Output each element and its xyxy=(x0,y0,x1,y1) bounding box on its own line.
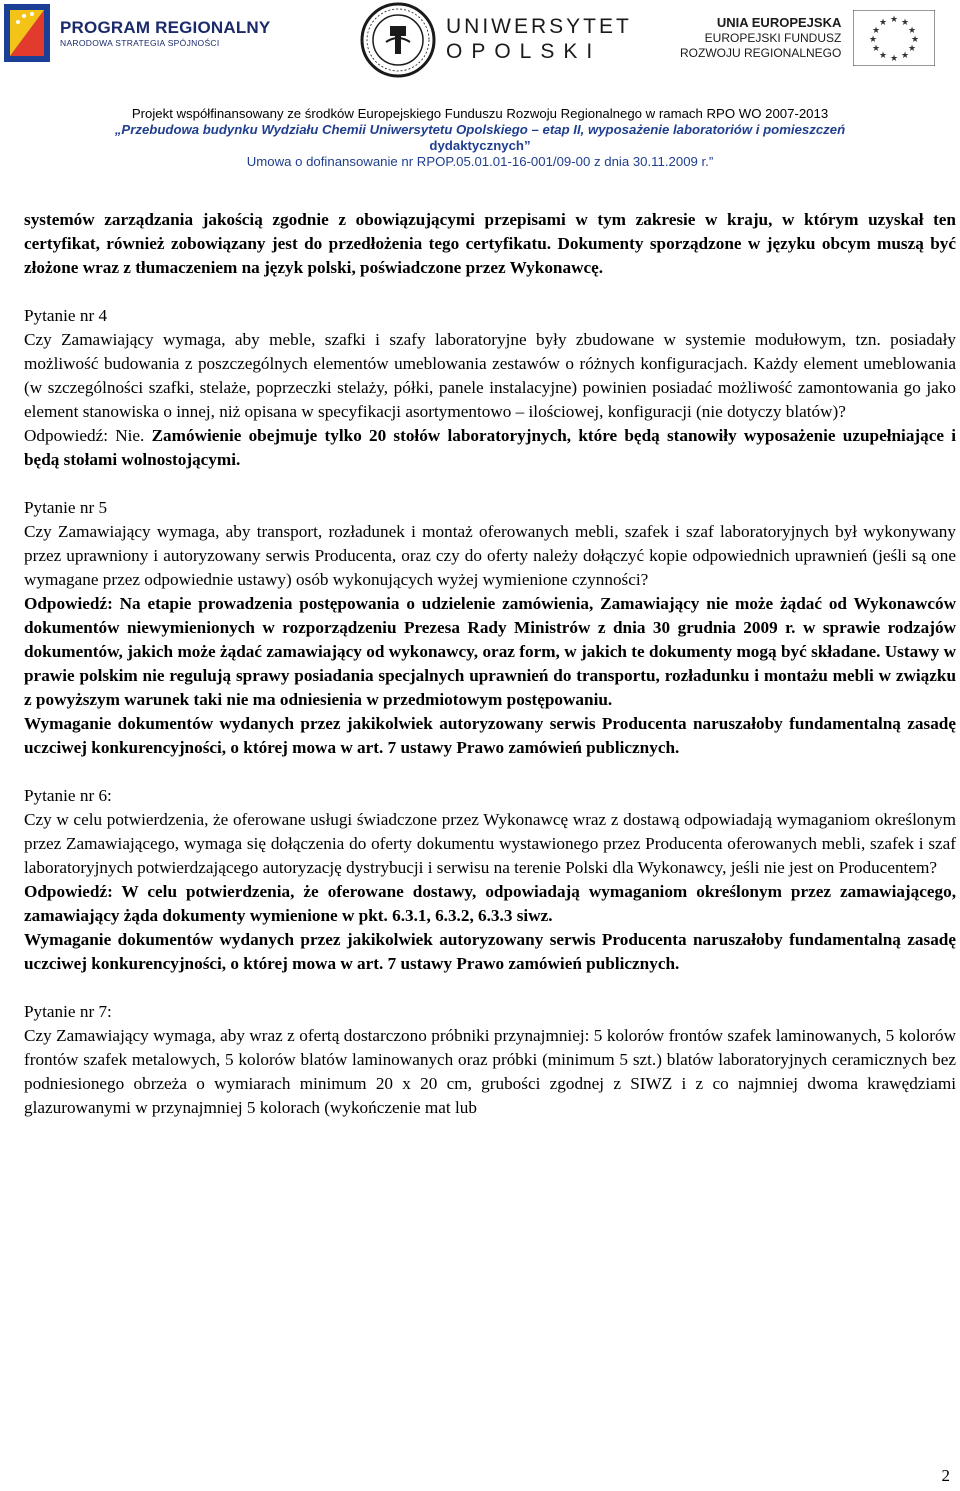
question-4-text: Czy Zamawiający wymaga, aby meble, szafki i szafy laboratoryjne były zbudowane w systemie modułowym, tzn. posiadały możliwość budowania z poszczególnych elementów umeblowania zestawów o różnych konfiguracjach. Każdy element umeblowania (w szczególności szafki, stelaże, poprzeczki stelaży, półki, panele instalacyjne) powinien posiadać możliwość zamontowania go jako element stanowiska o innej, niż opisana w specyfikacji asortymentowo – ilościowej, konfiguracji (nie dotyczy blatów)? xyxy=(24,330,956,421)
question-5-answer-note: Wymaganie dokumentów wydanych przez jakikolwiek autoryzowany serwis Producenta naruszałoby fundamentalną zasadę uczciwej konkurencyjności, o której mowa w art. 7 ustawy Prawo zamówień publicznych. xyxy=(24,714,956,757)
program-regionalny-logo xyxy=(4,4,270,62)
unia-europejska-label: UNIA EUROPEJSKA xyxy=(716,15,842,30)
spacer xyxy=(24,976,956,1000)
answer-text: Zamówienie obejmuje tylko 20 stołów laboratoryjnych, które będą stanowiły wyposażenie uzupełniające i będą stołami wolnostojącymi. xyxy=(24,426,957,469)
question-4-answer xyxy=(24,424,956,472)
unia-europejska-logo xyxy=(680,10,935,66)
question-5-title: Pytanie nr 5 xyxy=(24,498,108,517)
question-5-text: Czy Zamawiający wymaga, aby transport, rozładunek i montaż oferowanych mebli, szafek i szaf laboratoryjnych był wykonywany przez uprawniony i autoryzowany serwis Producenta, oraz czy do oferty należy dołączyć kopie odpowiednich uprawnień (jeśli są one wymagane przez odpowiednie ustawy) osób wykonujących wyżej wymienione czynności? xyxy=(24,522,956,589)
svg-text:★: ★ xyxy=(879,50,888,60)
document-header xyxy=(0,0,960,190)
svg-text:★: ★ xyxy=(872,43,881,53)
question-6-text: Czy w celu potwierdzenia, że oferowane usługi świadczone przez Wykonawcę wraz z dostawą odpowiadają wymaganiom określonym przez Zamawiającego, wymaga się dołączenia do oferty dokumentu wystawionego przez Producenta oferowanych mebli, szafek i szaf laboratoryjnych potwierdzającego autoryzację dystrybucji i serwisu na terenie Polski dla Wykonawcy, jeśli nie jest on Producentem? xyxy=(24,810,956,877)
uniwersytet-label: UNIWERSYTET xyxy=(446,15,632,38)
project-contract-line: Umowa o dofinansowanie nr RPOP.05.01.01-16-001/09-00 z dnia 30.11.2009 r.” xyxy=(246,154,714,169)
uniwersytet-opolski-logo xyxy=(360,2,632,78)
question-6-title: Pytanie nr 6: xyxy=(24,786,112,805)
project-funding-line: Projekt współfinansowany ze środków Europejskiego Funduszu Rozwoju Regionalnego w ramach RPO WO 2007-2013 xyxy=(131,106,829,121)
document-body xyxy=(24,208,956,1120)
program-regionalny-text xyxy=(60,18,270,48)
answer-label: Odpowiedź: Nie. xyxy=(24,426,145,445)
svg-text:★: ★ xyxy=(879,17,888,27)
svg-text:★: ★ xyxy=(901,50,910,60)
question-4-title: Pytanie nr 4 xyxy=(24,306,108,325)
rozwoju-regionalnego-label: ROZWOJU REGIONALNEGO xyxy=(680,46,842,60)
question-5-answer: Odpowiedź: Na etapie prowadzenia postępowania o udzielenie zamówienia, Zamawiający nie może żądać od Wykonawców dokumentów niewymienionych w rozporządzeniu Prezesa Rady Ministrów z dnia 30 grudnia 2009 r. w sprawie rodzajów dokumentów, jakich może żądać zamawiający od wykonawcy, oraz form, w jakich te dokumenty mogą być składane. Ustawy w prawie polskim nie regulują sprawy posiadania specjalnych uprawnień do transportu, rozładunku i montażu mebli w związku z powyższym warunek taki nie ma odniesienia w przedmiotowym postępowaniu. xyxy=(24,594,956,709)
question-7-title: Pytanie nr 7: xyxy=(24,1002,112,1021)
eu-flag-icon xyxy=(853,10,935,66)
logo-bar xyxy=(0,0,960,100)
spacer xyxy=(24,760,956,784)
opolski-label: OPOLSKI xyxy=(446,40,602,63)
spacer xyxy=(24,472,956,496)
svg-text:★: ★ xyxy=(869,34,878,44)
svg-text:★: ★ xyxy=(911,34,920,44)
svg-text:★: ★ xyxy=(890,53,899,63)
question-6-answer: Odpowiedź: W celu potwierdzenia, że oferowane dostawy, odpowiadają wymaganiom określonym przez zamawiającego, zamawiający żąda dokumenty wymienione w pkt. 6.3.1, 6.3.2, 6.3.3 siwz. xyxy=(24,882,956,925)
svg-text:★: ★ xyxy=(908,43,917,53)
project-title-line: „Przebudowa budynku Wydziału Chemii Uniwersytetu Opolskiego – etap II, wyposażenie laboratoriów i pomieszczeń xyxy=(114,122,846,137)
program-regionalny-title: PROGRAM REGIONALNY xyxy=(60,18,271,37)
question-7-text: Czy Zamawiający wymaga, aby wraz z ofertą dostarczono próbniki przynajmniej: 5 kolorów frontów szafek laminowanych, 5 kolorów frontów szafek metalowych, 5 kolorów blatów laminowanych oraz próbki (minimum 5 szt.) blatów laboratoryjnych ceramicznych bez podniesionego obrzeża o wymiarach minimum 20 x 20 cm, grubości zgodnej z SIWZ i z co najmniej dwoma krawędziami glazurowanymi w przynajmniej 5 kolorach (wykończenie mat lub xyxy=(24,1026,956,1117)
spacer xyxy=(24,280,956,304)
university-seal-icon xyxy=(360,2,436,78)
unia-europejska-text xyxy=(680,15,841,61)
intro-paragraph: systemów zarządzania jakością zgodnie z obowiązującymi przepisami w tym zakresie w kraju, w którym uzyskał ten certyfikat, również zobowiązany jest do przedłożenia tego certyfikatu. Dokumenty sporządzone w języku obcym muszą być złożone wraz z tłumaczeniem na język polski, poświadczone przez Wykonawcę. xyxy=(24,210,956,277)
svg-text:★: ★ xyxy=(901,17,910,27)
europejski-fundusz-label: EUROPEJSKI FUNDUSZ xyxy=(704,31,842,45)
project-title-line-cont: dydaktycznych” xyxy=(429,138,531,153)
page-number: 2 xyxy=(941,1466,950,1485)
question-6-answer-note: Wymaganie dokumentów wydanych przez jakikolwiek autoryzowany serwis Producenta naruszałoby fundamentalną zasadę uczciwej konkurencyjności, o której mowa w art. 7 ustawy Prawo zamówień publicznych. xyxy=(24,930,956,973)
svg-text:★: ★ xyxy=(872,25,881,35)
program-regionalny-subtitle: NARODOWA STRATEGIA SPÓJNOŚCI xyxy=(60,38,220,48)
project-info xyxy=(0,106,960,170)
program-regionalny-emblem-icon xyxy=(4,4,50,62)
svg-text:★: ★ xyxy=(908,25,917,35)
uniwersytet-opolski-text xyxy=(446,15,632,65)
svg-text:★: ★ xyxy=(890,14,899,24)
